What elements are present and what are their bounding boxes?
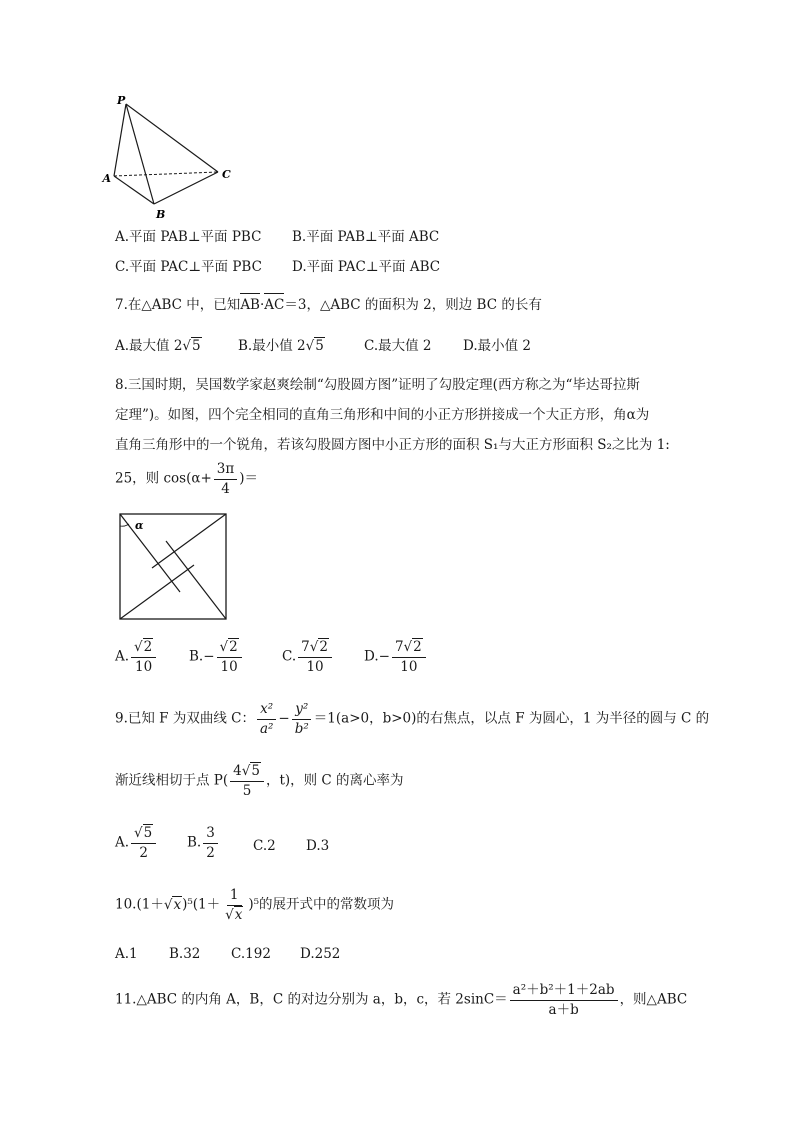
fraction-3pi-4: $\frac{3\pi}{4}$ [214,462,237,497]
q9-option-c: C.2 [253,838,276,854]
label-b: B [156,208,166,221]
q8-line2: 定理”)。如图，四个完全相同的直角三角形和中间的小正方形拼接成一个大正方形，角α为 [115,407,650,423]
q8-option-c: C. $\frac{7√2}{10}$ [282,640,334,675]
q8-line4: 25，则 cos(α+ $\frac{3\pi}{4}$ )＝ [115,461,259,497]
q10-stem: 10.(1＋√x)⁵(1＋ $\frac{1}{√x}$ )⁵的展开式中的常数项为 [115,887,395,923]
q9-stem: 9.已知 F 为双曲线 C： $\frac{\text{x²}}{\text{a²}}$ − $\frac{\text{y²}}{\text{b²}}$ ＝1(a>0，b>0)的右焦点，以点 F 为圆心，1 为半径的圆与 C 的 [115,701,710,737]
q10-option-a: A.1 [115,946,138,962]
vector-arrow-icon [240,293,260,295]
vector-ab: AB [240,299,260,313]
q7-option-c: C.最大值 2 [364,338,432,354]
label-c: C [222,168,231,181]
q7-option-b: B.最小值 2√5 [238,338,324,354]
q6-option-c: C.平面 PAC⊥平面 PBC [115,259,262,275]
label-a: A [102,172,111,185]
q9-option-b: B. $\frac{3}{2}$ [187,826,220,861]
q7-rest: ＝3，△ABC 的面积为 2，则边 BC 的长有 [284,297,542,313]
q9-line2: 渐近线相切于点 P( $\frac{4√5}{5}$ ，t)，则 C 的离心率为 [115,763,404,799]
zhao-shuang-figure [118,512,230,622]
q8-option-a: A. $\frac{√2}{10}$ [115,640,158,675]
q8-line3: 直角三角形中的一个锐角，若该勾股圆方图中小正方形的面积 S₁与大正方形面积 S₂之比为 1: [115,437,670,453]
q9-option-d: D.3 [306,838,330,854]
q10-option-d: D.252 [300,946,341,962]
pyramid-figure [102,92,248,222]
q6-option-d: D.平面 PAC⊥平面 ABC [292,259,441,275]
q10-option-c: C.192 [231,946,271,962]
label-p: P [117,94,126,107]
q7-option-d: D.最小值 2 [463,338,532,354]
q7-prefix: 7.在△ABC 中，已知 [115,297,241,313]
q8-option-b: B.− $\frac{√2}{10}$ [189,640,244,675]
q6-option-a: A.平面 PAB⊥平面 PBC [115,229,262,245]
q6-option-b: B.平面 PAB⊥平面 ABC [292,229,440,245]
q8-line1: 8.三国时期，吴国数学家赵爽绘制“勾股圆方图”证明了勾股定理(西方称之为“毕达哥拉斯 [115,377,640,393]
q9-option-a: A. $\frac{√5}{2}$ [115,826,158,861]
q7-stem: 7.在△ABC 中，已知 AB· AC＝3，△ABC 的面积为 2，则边 BC 的长有 [115,299,542,313]
vector-ac: AC [264,299,284,313]
alpha-label: α [135,519,144,532]
vector-arrow-icon [264,293,284,295]
q7-option-a: A.最大值 2√5 [115,338,201,354]
q10-option-b: B.32 [169,946,201,962]
q11-stem: 11.△ABC 的内角 A，B，C 的对边分别为 a，b，c，若 2sinC＝ $\frac{\text{a²＋b²＋1＋2ab}}{a+b}$ ，则△ABC [115,982,688,1018]
q8-option-d: D.− $\frac{7√2}{10}$ [364,640,428,675]
